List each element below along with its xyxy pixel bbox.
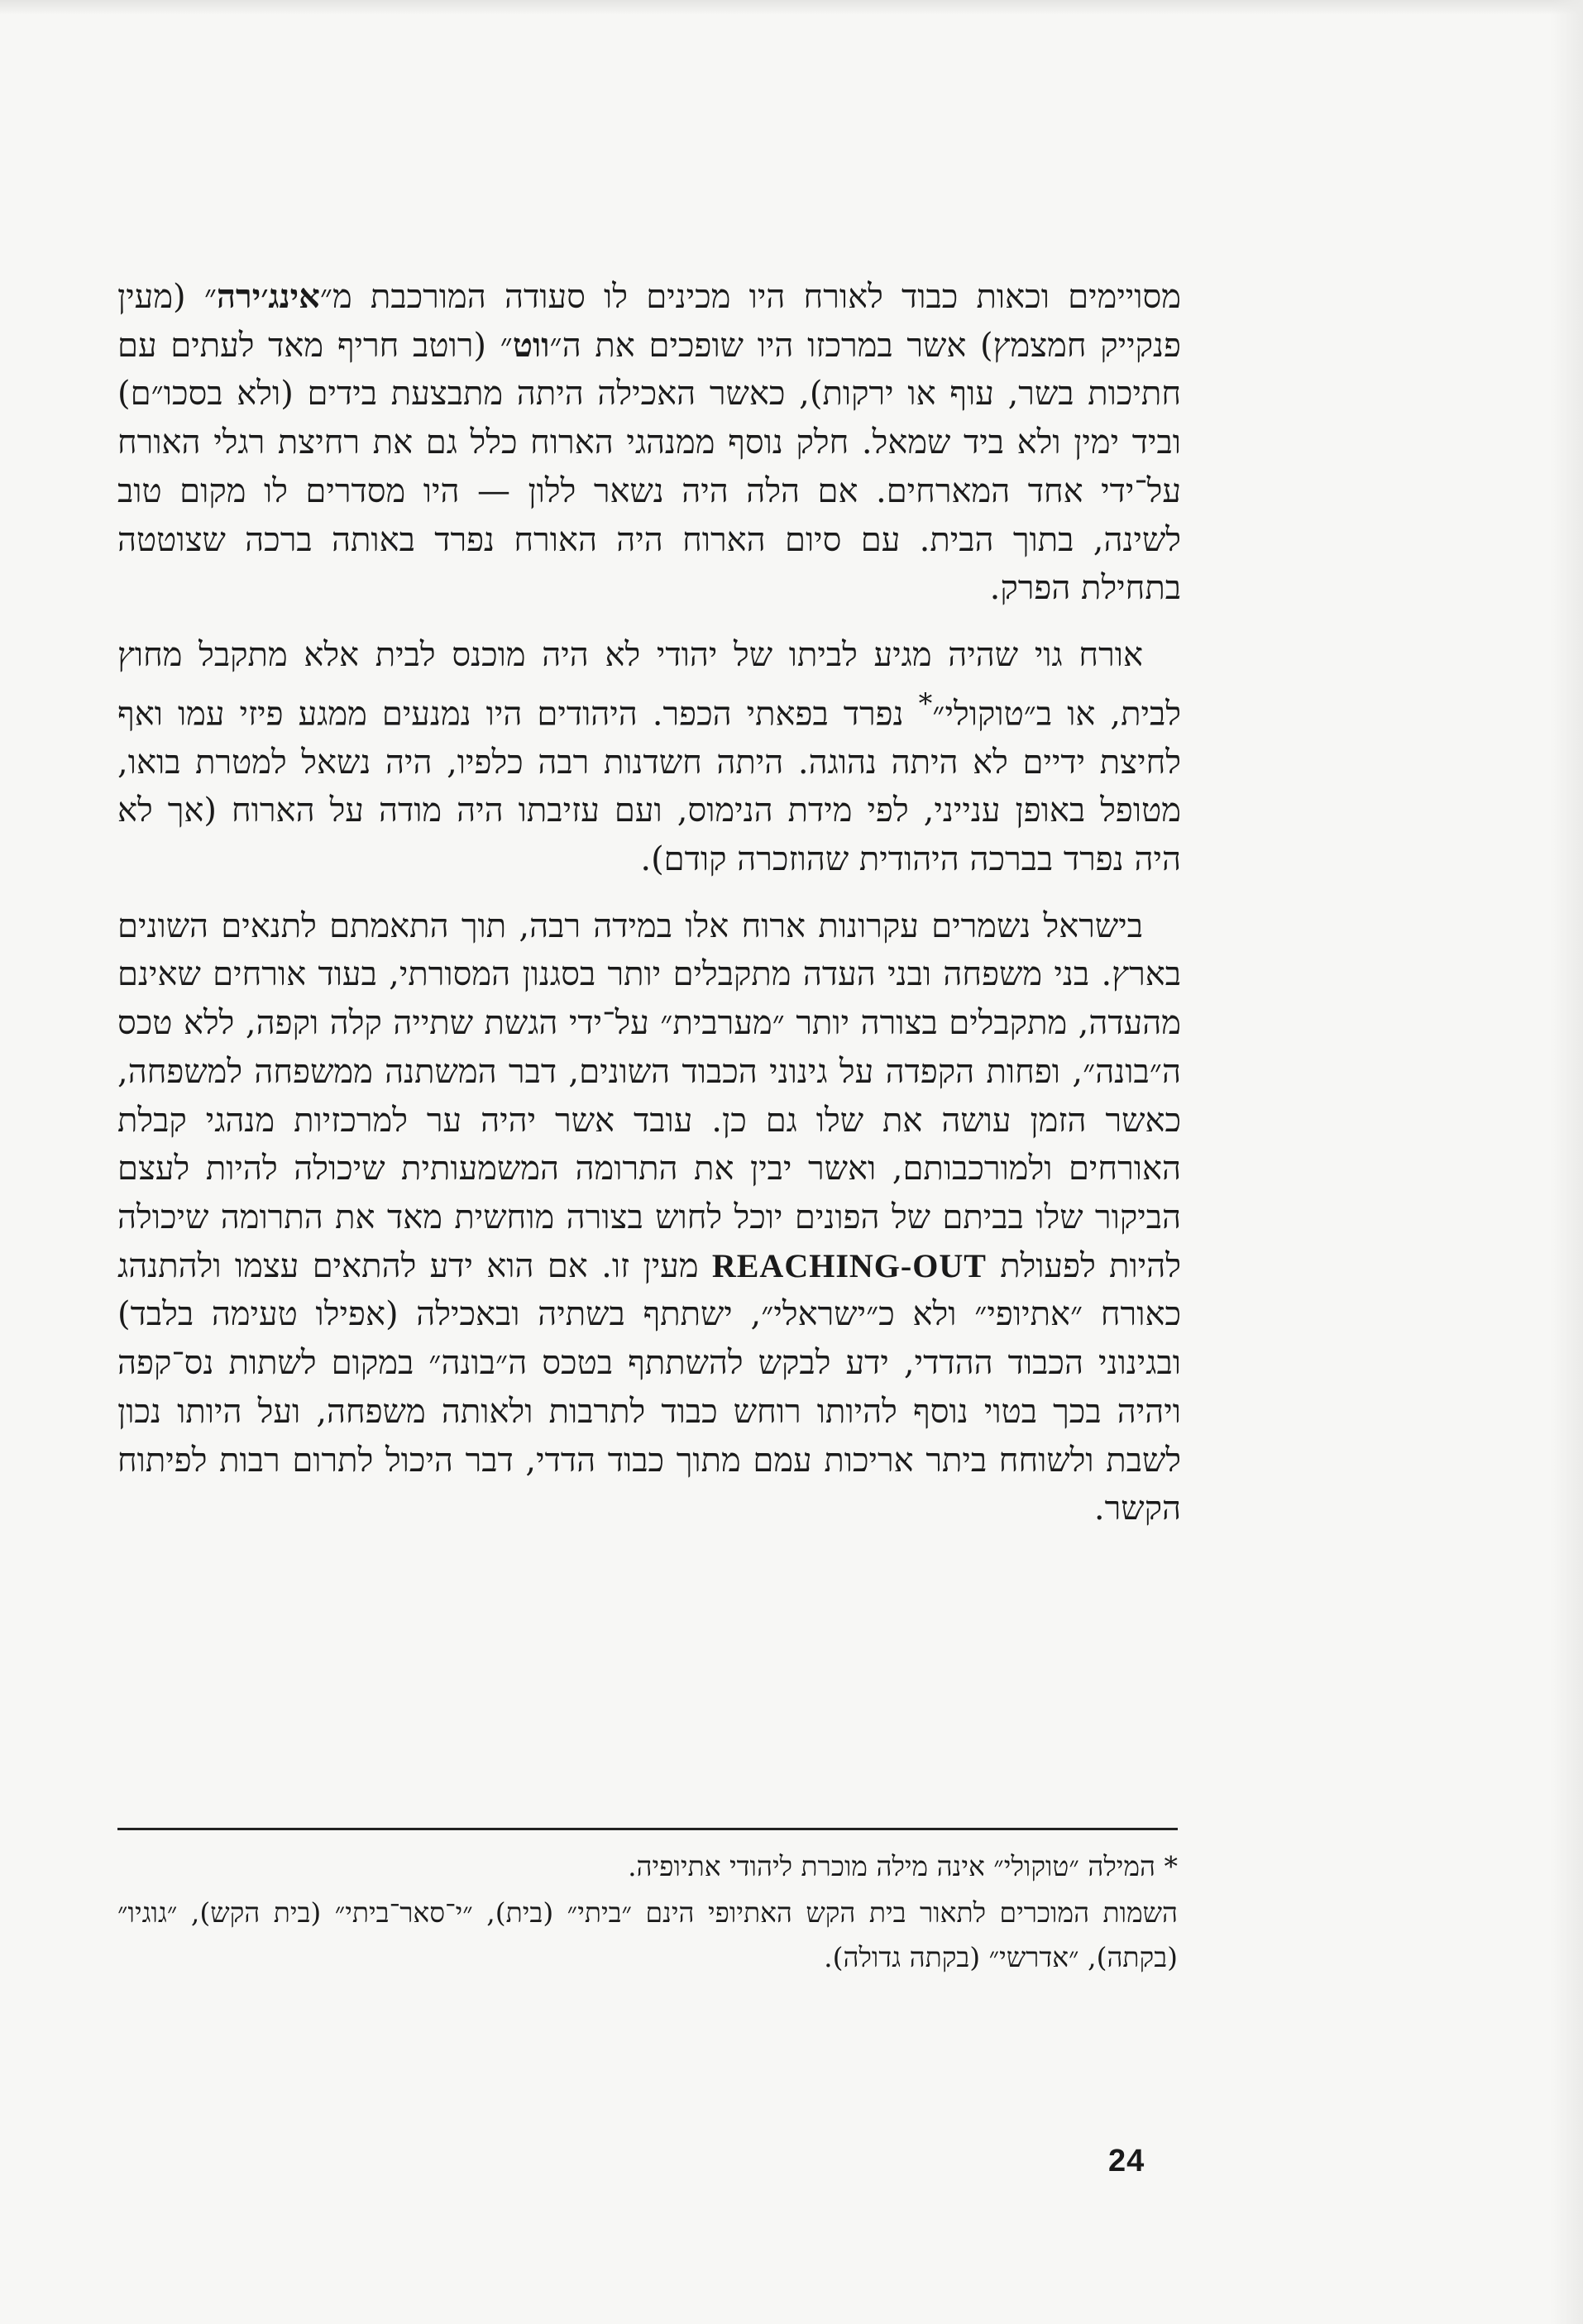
footnote-divider: [117, 1828, 1178, 1830]
paragraph-1-part-a: מסויימים וכאות כבוד לאורח היו מכינים לו סעודה המורכבת מ״: [319, 278, 1181, 316]
footnote-marker: *: [918, 686, 933, 720]
main-text: [117, 273, 1181, 1552]
term-wot: ווט: [512, 325, 550, 365]
paragraph-2: [117, 631, 1181, 884]
page-edge-shadow-top: [0, 0, 1583, 15]
page-number: 24: [1108, 2144, 1145, 2178]
paragraph-1-part-b: ״ (מעין פנקייק חמצמץ) אשר במרכזו היו שופכים את ה״: [117, 278, 1181, 365]
paragraph-1-part-c: ״ (רוטב חריף מאד לעתים עם חתיכות בשר, עוף או ירקות), כאשר האכילה היתה מתבצעת בידים (ולא בסכו״ם) וביד ימין ולא ביד שמאל. חלק נוסף ממנהגי הארוח כלל גם את רחיצת רגלי האורח על־ידי אחד המארחים. אם הלה היה נשאר ללון — היו מסדרים לו מקום טוב לשינה, בתוך הבית. עם סיום הארוח היה האורח נפרד באותה ברכה שצוטטה בתחילת הפרק.: [117, 326, 1181, 608]
paragraph-2-part-b: נפרד בפאתי הכפר. היהודים היו נמנעים ממגע פיזי עמו ואף לחיצת ידיים לא היתה נהוגה. היתה חשדנות רבה כלפיו, היה נשאל למטרת בואו, מטופל באופן ענייני, לפי מידת הנימוס, ועם עזיבתו היה מודה על הארוח (אך לא היה נפרד בברכה היהודית שהוזכרה קודם).: [117, 694, 1181, 879]
footnote-2: השמות המוכרים לתאור בית הקש האתיופי הינם ״ביתי״ (בית), ״י־סאר־ביתי״ (בית הקש), ״גוגיו״ (בקתה), ״אדרשי״ (בקתה גדולה).: [117, 1896, 1178, 1973]
paragraph-1: [117, 273, 1181, 613]
footnote-1: * המילה ״טוקולי״ אינה מילה מוכרת ליהודי אתיופיה.: [628, 1850, 1178, 1882]
paragraph-2-part-a: אורח גוי שהיה מגיע לביתו של יהודי לא היה מוכנס לבית אלא מתקבל מחוץ לבית, או ב״טוקולי״: [117, 635, 1182, 733]
page-edge-shadow-right: [1550, 0, 1583, 2324]
paragraph-3-part-a: בישראל נשמרים עקרונות ארוח אלו במידה רבה, תוך התאמתם לתנאים השונים בארץ. בני משפחה ובני העדה מתקבלים יותר בסגנון המסורתי, בעוד אורחים שאינם מהעדה, מתקבלים בצורה יותר ״מערבית״ על־ידי הגשת שתייה קלה וקפה, ללא טכס ה״בונה״, ופחות הקפדה על גינוני הכבוד השונים, דבר המשתנה ממשפחה למשפחה, כאשר הזמן עושה את שלו גם כן. עובד אשר יהיה ער למרכזיות מנהגי קבלת האורחים ולמורכבותם, ואשר יבין את התרומה המשמעותית שיכולה להיות לעצם הביקור שלו בביתם של הפונים יוכל לחוש בצורה מוחשית מאד את התרומה שיכולה להיות לפעולת: [117, 906, 1182, 1285]
term-reaching-out: REACHING-OUT: [711, 1246, 987, 1284]
paragraph-3-part-b: מעין זו. אם הוא ידע להתאים עצמו ולהתנהג כאורח ״אתיופי״ ולא כ״ישראלי״, ישתתף בשתיה ובאכילה (אפילו טעימה בלבד) ובגינוני הכבוד ההדדי, ידע לבקש להשתתף בטכס ה״בונה״ במקום לשתות נס־קפה ויהיה בכך בטוי נוסף להיותו רוחש כבוד לתרבות ולאותה משפחה, ועל היותו נכון לשבת ולשוחח ביתר אריכות עמם מתוך כבוד הדדי, דבר היכול לתרום רבות לפיתוח הקשר.: [117, 1246, 1181, 1528]
term-injera: אינג׳ירה: [217, 277, 320, 316]
footnotes: [117, 1844, 1178, 1982]
paragraph-3: [117, 902, 1181, 1533]
